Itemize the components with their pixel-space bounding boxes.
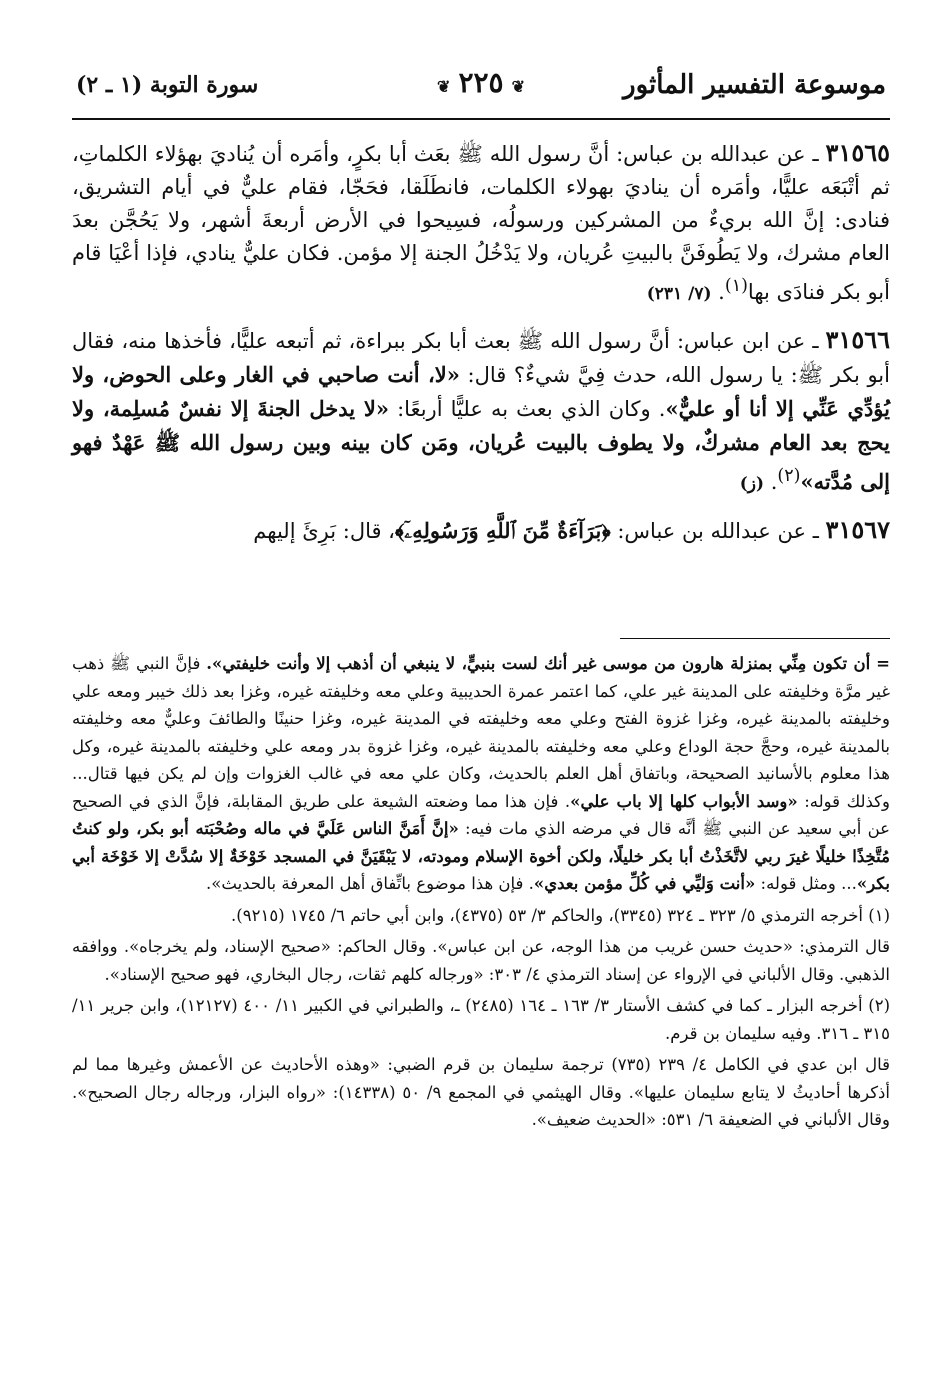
hadith-quote: «لا، أنت صاحبي في الغار وعلى الحوض، ولا يُؤدِّي عَنِّي إلا أنا أو عليٌّ» bbox=[72, 362, 890, 421]
entry-number: ٣١٥٦٥ bbox=[825, 138, 890, 167]
entry-text: . وكان الذي بعث به عليًّا أربعًا: bbox=[389, 397, 666, 421]
page-number-value: ٢٢٥ bbox=[458, 66, 504, 99]
footnote-text: . فإن هذا موضوع باتِّفاق أهل المعرفة بالحديث». bbox=[206, 874, 534, 893]
page-number bbox=[429, 66, 533, 99]
volume-reference: (ز) bbox=[739, 474, 765, 494]
entry-text: ـ عن عبدالله بن عباس: bbox=[610, 519, 826, 543]
quran-verse: ﴿بَرَآءَةٌ مِّنَ ٱللَّهِ وَرَسُولِهِۦٓ﴾ bbox=[394, 518, 611, 543]
ornament-icon: ❦ bbox=[437, 77, 451, 96]
entry-text: ـ عن ابن عباس: أنَّ رسول الله ﷺ بعث أبا بكر ببراءة، ثم أتبعه عليًّا، فأخذها منه، فقال أبو بكر ﷺ: يا رسول الله، حدث فِيَّ شيءٌ؟ قال: bbox=[72, 329, 890, 387]
entry-31566 bbox=[72, 323, 890, 501]
hadith-quote: أن تكون مِنِّي بمنزلة هارون من موسى غير أنك لست بنبيٍّ، لا ينبغي أن أذهب إلا وأنت خليفتي». bbox=[206, 654, 871, 673]
page-header bbox=[72, 62, 890, 120]
hadith-quote: «لا يدخل الجنةَ إلا نفسٌ مُسلِمة، ولا يحج بعد العام مشركٌ، ولا يطوف بالبيت عُريان، ومَن كان بينه وبين رسول الله ﷺ عَهْدٌ فهو إلى مُدَّته» bbox=[72, 396, 890, 494]
footnote-text: ... ومثل قوله: bbox=[755, 874, 857, 893]
entry-tail: . bbox=[711, 280, 725, 304]
hadith-quote: «وسد الأبواب كلها إلا باب علي» bbox=[570, 791, 798, 811]
entry-number: ٣١٥٦٦ bbox=[825, 325, 890, 354]
footnote-separator bbox=[620, 638, 890, 639]
footnote-text: . فإن هذا مما وضعته الشيعة على طريق المقابلة، فإنَّ الذي في الصحيح عن أبي سعيد عن النبي ﷺ أنَّه قال في مرضه الذي مات فيه: bbox=[72, 791, 891, 838]
footnote-text: فإنَّ النبي ﷺ ذهب غير مرَّة وخليفته على المدينة غير علي، كما اعتمر عمرة الحديبية وعلي معه وخليفته غيره، وغزا بعد ذلك خيبر ومعه علي وخليفته بالمدينة غيره، وغزا غزوة الفتح وعلي معه وخليفته في المدينة غيره، وغزا حنينًا والطائفَ وعليٌّ معه وخليفته بالمدينة غيره، وحجَّ حجة الوداع وعلي معه وخليفته بالمدينة غيره، وغزا غزوة بدر ومعه علي وخليفته بالمدينة غيره، وكل هذا معلوم بالأسانيد الصحيحة، وباتفاق أهل العلم بالحديث، وكان علي معه في غالب الغزوات وإن لم يكن فيها قتال... وكذلك قوله: bbox=[72, 654, 890, 811]
hadith-quote: «أنت وَليِّي في كُلِّ مؤمن بعدي» bbox=[533, 874, 756, 893]
entry-number: ٣١٥٦٧ bbox=[825, 515, 890, 544]
surah-label: سورة التوبة (١ ـ ٢) bbox=[76, 72, 259, 98]
ornament-icon: ❦ bbox=[511, 77, 525, 96]
entry-tail: . bbox=[764, 470, 778, 494]
entry-31565 bbox=[72, 136, 890, 311]
footnote-2-comment: قال ابن عدي في الكامل ٤/ ٢٣٩ (٧٣٥) ترجمة سليمان بن قرم الضبي: «وهذه الأحاديث عن الأعمش وغيرها مما لم أذكرها أحاديثُ لا يتابع سليمان عليها». وقال الهيثمي في المجمع ٩/ ٥٠ (١٤٣٣٨): «رواه البزار، ورجاله رجال الصحيح». وقال الألباني في الضعيفة ٦/ ٥٣١: «الحديث ضعيف». bbox=[72, 1055, 890, 1129]
footnote-2: (٢) أخرجه البزار ـ كما في كشف الأستار ٣/ ١٦٣ ـ ١٦٤ (٢٤٨٥) ـ، والطبراني في الكبير ١١/ ٤٠٠ (١٢١٢٧)، وابن جرير ١١/ ٣١٥ ـ ٣١٦. وفيه سليمان بن قرم. bbox=[72, 996, 891, 1043]
continuation-mark: = bbox=[876, 654, 890, 673]
footnote-marker[interactable]: (١) bbox=[724, 276, 748, 296]
footnote-continuation bbox=[72, 650, 890, 898]
footnotes bbox=[72, 650, 890, 1138]
footnote-marker[interactable]: (٢) bbox=[777, 466, 801, 486]
entry-text: ـ عن عبدالله بن عباس: أنَّ رسول الله ﷺ بعَث أبا بكرٍ، وأمَره أن يُناديَ بهؤلاء الكلماتِ، ثم أتْبَعَه عليًّا، وأمَره أن يناديَ بهولاء الكلمات، فانطَلَقا، فحَجّا، فقام عليٌّ في أيام التشريق، فنادى: إنَّ الله بريءٌ من المشركين ورسولُه، فسِيحوا في الأرض أربعةَ أشهر، ولا يَحُجَّن بعدَ العام مشرك، ولا يَطُوفَنَّ بالبيتِ عُريان، ولا يَدْخُلُ الجنة إلا مؤمن. فكان عليٌّ ينادي، فإذا أعْيَا قام أبو بكر فنادَى بها bbox=[72, 142, 890, 304]
book-title: موسوعة التفسير المأثور bbox=[623, 70, 886, 100]
footnote-1-comment: قال الترمذي: «حديث حسن غريب من هذا الوجه، عن ابن عباس». وقال الحاكم: «صحيح الإسناد، ولم يخرجاه». ووافقه الذهبي. وقال الألباني في الإرواء عن إسناد الترمذي ٤/ ٣٠٣: «ورجاله كلهم ثقات، رجال البخاري، فهو صحيح الإسناد». bbox=[72, 937, 890, 984]
hadith-quote: «إنَّ أَمَنَّ الناس عَلَيَّ في ماله وصُحْبَته أبو بكر، ولو كنتُ مُتَّخِذًا خليلًا غيرَ ربي لاتَّخَذْتُ أبا بكر خليلًا، ولكن أخوة الإسلام ومودته، لا يَبْقَيَنَّ في المسجد خَوْخَةٌ إلا سُدَّتْ إلا خَوْخَة أبي بكر» bbox=[72, 819, 890, 893]
entry-text: ، قال: بَرِئَ إليهم bbox=[253, 519, 395, 543]
footnote-1: (١) أخرجه الترمذي ٥/ ٣٢٣ ـ ٣٢٤ (٣٣٤٥)، والحاكم ٣/ ٥٣ (٤٣٧٥)، وابن أبي حاتم ٦/ ١٧٤٥ (٩٢١٥). bbox=[231, 905, 890, 925]
entry-31567 bbox=[72, 513, 890, 548]
main-text bbox=[72, 136, 890, 560]
volume-reference: (٧/ ٢٣١) bbox=[646, 284, 712, 304]
